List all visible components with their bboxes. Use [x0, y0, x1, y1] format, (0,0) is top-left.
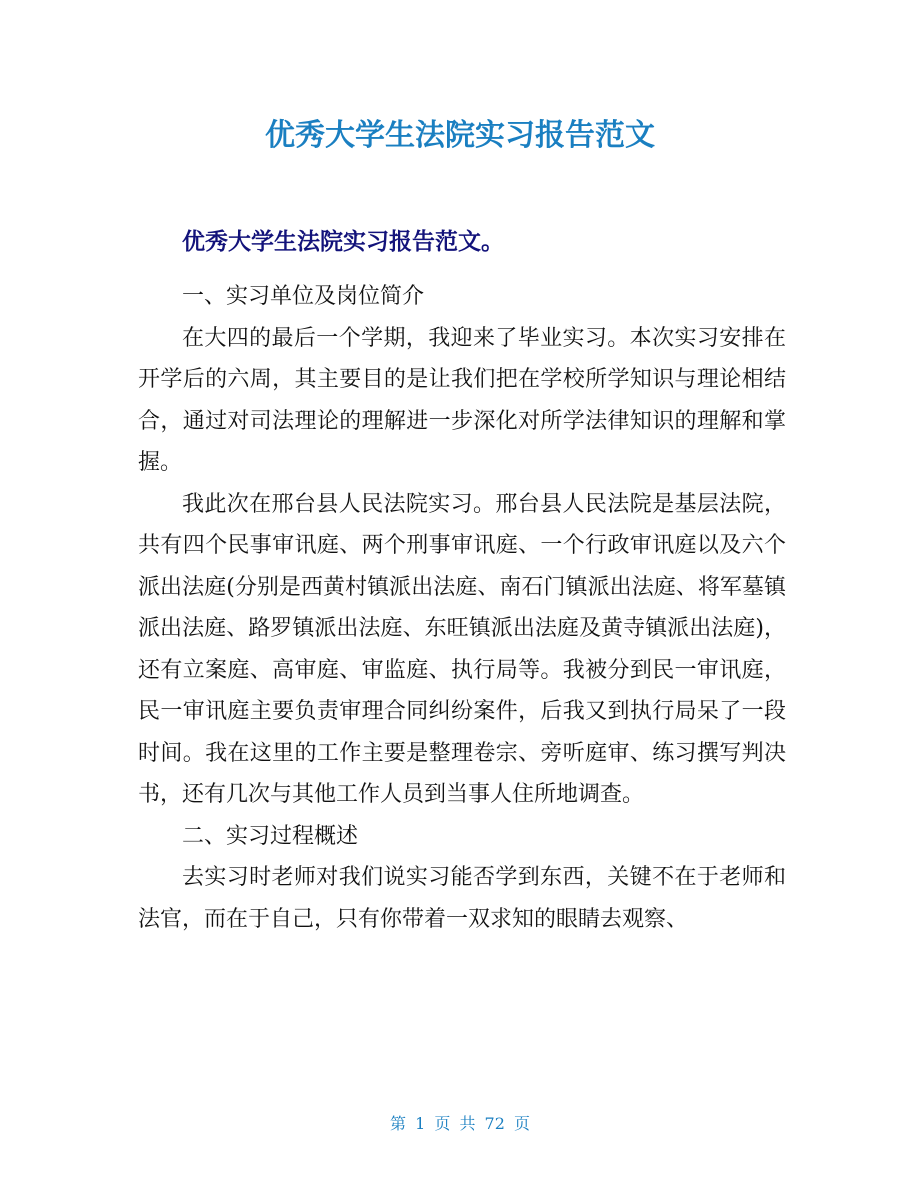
- paragraph-1: 在大四的最后一个学期，我迎来了毕业实习。本次实习安排在开学后的六周，其主要目的是让我们把在学校所学知识与理论相结合，通过对司法理论的理解进一步深化对所学法律知识的理解和掌握。: [138, 325, 786, 475]
- document-subtitle: 优秀大学生法院实习报告范文。: [182, 229, 504, 255]
- page-title: 优秀大学生法院实习报告范文: [265, 118, 655, 153]
- paragraph-2: 我此次在邢台县人民法院实习。邢台县人民法院是基层法院，共有四个民事审讯庭、两个刑事审讯庭、一个行政审讯庭以及六个派出法庭(分别是西黄村镇派出法庭、南石门镇派出法庭、将军墓镇派出法庭、路罗镇派出法庭、东旺镇派出法庭及黄寺镇派出法庭)，还有立案庭、高审庭、审监庭、执行局等。我被分到民一审讯庭，民一审讯庭主要负责审理合同纠纷案件，后我又到执行局呆了一段时间。我在这里的工作主要是整理卷宗、旁听庭审、练习撰写判决书，还有几次与其他工作人员到当事人住所地调查。: [138, 491, 786, 807]
- section-heading-1: 一、实习单位及岗位简介: [182, 284, 425, 309]
- document-body: [138, 276, 786, 940]
- page-number-footer: 第 1 页 共 72 页: [390, 1114, 530, 1133]
- section-heading-2: 二、实习过程概述: [182, 823, 359, 849]
- paragraph-3: 去实习时老师对我们说实习能否学到东西，关键不在于老师和法官，而在于自己，只有你带着一双求知的眼睛去观察、: [138, 865, 786, 932]
